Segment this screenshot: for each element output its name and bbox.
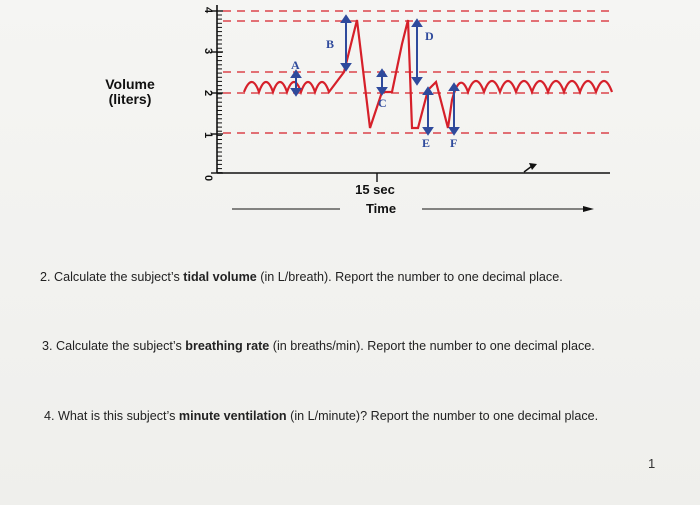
question-2-number: 2. — [40, 270, 51, 284]
page-number: 1 — [648, 456, 656, 471]
marker-a: A — [291, 58, 300, 72]
question-4 — [44, 409, 598, 423]
question-4-number: 4. — [44, 409, 55, 423]
spirogram-figure — [0, 0, 700, 240]
question-3-text-pre: Calculate the subject’s — [56, 339, 186, 353]
time-marker-label: 15 sec — [355, 182, 395, 197]
time-axis-arrowhead — [583, 206, 594, 212]
y-tick-3: 3 — [202, 47, 214, 55]
question-4-text-post: (in L/minute)? Report the number to one decimal place. — [286, 409, 599, 423]
question-2-text-pre: Calculate the subject’s — [54, 270, 184, 284]
question-3-keyword: breathing rate — [185, 339, 270, 353]
y-tick-2: 2 — [202, 89, 214, 97]
y-tick-4: 4 — [202, 6, 214, 14]
question-3 — [42, 339, 595, 353]
marker-d: D — [425, 29, 434, 43]
question-2 — [40, 270, 563, 284]
marker-c: C — [378, 96, 387, 110]
marker-b: B — [326, 37, 335, 51]
question-4-text-pre: What is this subject’s — [58, 409, 179, 423]
question-3-text-post: (in breaths/min). Report the number to one decimal place. — [269, 339, 595, 353]
question-2-keyword: tidal volume — [183, 270, 257, 284]
y-axis-label-units: (liters) — [108, 91, 152, 107]
marker-e: E — [422, 136, 431, 150]
question-4-keyword: minute ventilation — [178, 409, 287, 423]
x-axis-label-time: Time — [365, 201, 397, 216]
question-2-text-post: (in L/breath). Report the number to one decimal place. — [256, 270, 563, 284]
small-arrow-icon — [524, 163, 537, 172]
question-3-number: 3. — [42, 339, 53, 353]
marker-f: F — [450, 136, 458, 150]
y-tick-1: 1 — [202, 131, 214, 139]
y-axis-label-volume: Volume — [105, 76, 155, 92]
y-tick-0: 0 — [202, 174, 214, 182]
